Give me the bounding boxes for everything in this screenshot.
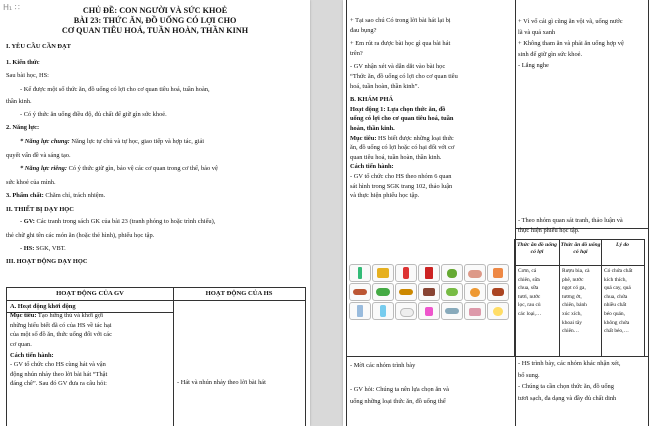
text-line: thẻ chữ ghi tên các món ăn (hoặc thẻ hình), phiếu học tập. [6, 232, 155, 239]
text-line: các loại,… [518, 310, 542, 317]
text-line: tương ớt, [562, 293, 582, 300]
gv-activity-cell [10, 302, 170, 389]
text-line: cơ quan. [10, 340, 32, 348]
text-line: + Vì vố cái gì cũng ăn vội vã, uống nước [518, 18, 623, 25]
fried-fish-icon [395, 283, 417, 301]
fish-icon [441, 302, 463, 320]
text-line: quyết vấn đề và sáng tạo. [6, 152, 71, 159]
grilled-food-icon [418, 283, 440, 301]
sausage-icon [349, 283, 371, 301]
text-line: không chứa [604, 319, 630, 326]
text-line: I. YÊU CẦU CẦN ĐẠT [6, 43, 71, 50]
text-line: uống những loại thức ăn, đồ uống thế [350, 398, 446, 405]
hs-activity-cell-continued [518, 16, 646, 71]
text-line: uống có lợi cho cơ quan tiêu hoá, tuần [350, 115, 454, 123]
text-line: béo quán, [604, 310, 625, 317]
text-line: lã và quả xanh [518, 29, 556, 36]
text-line: thần kinh. [6, 98, 32, 105]
text-line: Có chứa chất [604, 268, 633, 274]
meat-icon [487, 283, 509, 301]
worksheet-header-harmful: Thức ăn đồ uống có hại [560, 242, 601, 255]
text-line: III. HOẠT ĐỘNG DẠY HỌC [6, 258, 88, 265]
text-line: - GV nhận xét và dẫn dắt vào bài học [350, 63, 446, 71]
text-line: chiên, bánh [562, 302, 587, 309]
text-line: - GV hỏi: Chúng ta nên lựa chọn ăn và [350, 386, 450, 393]
text-line: lọc, rau củ [518, 302, 541, 309]
header-gv-activities: HOẠT ĐỘNG CỦA GV [56, 290, 124, 297]
text-line: * Năng lực riêng: Có ý thức giữ gìn, bảo vệ các cơ quan trong cơ thể, bảo vệ [20, 165, 218, 172]
text-line: - Kể được một số thức ăn, đồ uống có lợi cho cơ quan tiêu hoá, tuần hoàn, [20, 86, 210, 93]
chili-sauce-icon [395, 264, 417, 282]
worksheet-reasons [604, 267, 643, 336]
text-line [350, 372, 510, 384]
salad-icon [441, 283, 463, 301]
text-line: nhiều chất [604, 302, 627, 309]
text-line: những hiểu biết đã có của HS về tác hại [10, 321, 112, 329]
rice-icon [395, 302, 417, 320]
text-line: Sau bài học, HS: [6, 72, 49, 79]
text-line: Cách tiến hành: [350, 163, 394, 171]
text-line: 2. Năng lực: [6, 124, 40, 131]
worksheet-beneficial-foods [518, 267, 558, 319]
gv-presentation-cell [350, 360, 510, 408]
text-line: chiên… [562, 328, 580, 335]
text-line: - GV: Các tranh trong sách GK của bài 23 (tranh phóng to hoặc trình chiếu), [20, 218, 216, 225]
hs-group-task [518, 216, 646, 235]
document-page-left [0, 0, 310, 426]
text-line: 3. Phẩm chất: Chăm chỉ, trách nhiệm. [6, 192, 106, 199]
text-line: bổ sung. [518, 371, 540, 379]
activities-table [6, 287, 306, 426]
text-line: động nhún nhảy theo lời bài hát “Thật [10, 370, 108, 378]
noodles-icon [464, 264, 486, 282]
text-line: trên? [350, 49, 363, 57]
text-line: Hoạt động 1: Lựa chọn thức ăn, đồ [350, 105, 446, 113]
text-line: sát hình trong SGK trang 102, thảo luận [350, 182, 453, 190]
worksheet-header-reason: Lý do [616, 242, 629, 248]
text-line: - GV tổ chức cho HS cùng hát và vận [10, 361, 106, 369]
text-line: và thực hiện phiếu học tập. [350, 192, 420, 200]
text-line: - Chúng ta cần chọn thức ăn, đồ uống [518, 383, 614, 390]
text-line: phê, nước [562, 276, 584, 283]
egg-icon [487, 302, 509, 320]
fruit-icon [464, 283, 486, 301]
text-line: xúc xích, [562, 310, 582, 317]
text-line: - Theo nhóm quan sát tranh, thảo luận và [518, 217, 623, 224]
hs-presentation-cell [518, 358, 646, 404]
text-line: hoàn, thần kinh. [350, 124, 395, 132]
text-line: chua, sữa [518, 285, 539, 292]
text-line: - Có ý thức ăn uống điều độ, đủ chất để giữ gìn sức khoẻ. [20, 111, 167, 118]
text-line: - HS: SGK, VBT. [20, 245, 66, 252]
text-line: chiên, sữa [518, 276, 540, 283]
text-line: Cách tiến hành: [10, 352, 54, 360]
text-line: ngọt có ga, [562, 285, 586, 292]
worksheet-header-beneficial: Thức ăn đồ uống có lợi [517, 242, 557, 255]
text-line: sức khoẻ của mình. [6, 179, 56, 186]
drink-icon [441, 264, 463, 282]
header-hs-activities: HOẠT ĐỘNG CỦA HS [205, 290, 273, 297]
text-line: kích thích, [604, 276, 627, 283]
text-line: - HS trình bày, các nhóm khác nhận xét, [518, 360, 621, 367]
yogurt-icon [418, 302, 440, 320]
text-line: + Em rút ra được bài học gì qua bài hát [350, 40, 451, 48]
text-line: + Tại sao chú Có trong lời bài hát lại bị [350, 17, 451, 24]
text-line: của một số đồ ăn, thức uống đối với các [10, 331, 112, 339]
text-line: Mục tiêu: HS biết được những loại thức [350, 134, 454, 142]
text-line: quan tiêu hoá, tuần hoàn, thần kinh. [350, 153, 442, 161]
text-line: + Không tham ăn và phải ăn uống hợp vệ [518, 40, 624, 47]
text-line: - Mời các nhóm trình bày [350, 362, 416, 369]
text-line: * Năng lực chung: Năng lực tự chủ và tự học, giao tiếp và hợp tác, giải [20, 138, 205, 145]
chips-icon [372, 264, 394, 282]
lesson-title: BÀI 23: THỨC ĂN, ĐỒ UỐNG CÓ LỢI CHO [73, 16, 237, 25]
milk-icon [349, 302, 371, 320]
text-line: tươi, nước [518, 293, 541, 300]
text-line: hoá, tuần hoàn, thần kinh”. [350, 82, 420, 90]
lesson-title-line-2: CƠ QUAN TIÊU HOÁ, TUẦN HOÀN, THẦN KINH [61, 26, 249, 35]
text-line: sinh để giữ gìn sức khoẻ. [518, 51, 583, 58]
text-line: tươi sạch, đa dạng và đầy đủ chất dinh [518, 394, 617, 402]
text-line: chất béo,… [604, 328, 629, 335]
text-line: “Thức ăn, đồ uống có lợi cho cơ quan tiêu [350, 72, 458, 80]
text-line: 1. Kiến thức [6, 59, 40, 66]
text-line: Cơm, cá [518, 268, 537, 274]
text-line: - GV tổ chức cho HS theo nhóm 6 quan [350, 172, 452, 180]
bottle-icon [349, 264, 371, 282]
text-line: thực hiện phiếu học tập. [518, 226, 580, 234]
text-line: ăn, đồ uống có lợi hoặc có hại đối với cơ [350, 144, 455, 152]
food-pictures [349, 264, 508, 334]
vegetable-icon [372, 283, 394, 301]
text-line: khoai tây [562, 319, 582, 326]
fries-icon [487, 264, 509, 282]
worksheet-harmful-foods [562, 267, 601, 336]
soda-can-icon [418, 264, 440, 282]
text-line: đáng chê”. Sau đó GV đưa ra câu hỏi: [10, 380, 107, 388]
lesson-topic-title: CHỦ ĐỀ: CON NGƯỜI VÀ SỨC KHOẺ [82, 6, 228, 15]
worksheet-table [514, 239, 645, 357]
text-line: Rượu bia, cà [562, 268, 590, 274]
hs-activity-cell: - Hát và nhún nhảy theo lời bài hát [177, 379, 266, 386]
gv-activity-cell-continued [350, 16, 510, 201]
text-line: II. THIẾT BỊ DẠY HỌC [6, 206, 74, 213]
text-line: B. KHÁM PHÁ [350, 96, 394, 104]
text-line: A. Hoạt động khởi động [10, 303, 76, 310]
document-page-right [343, 0, 650, 426]
text-line: quá cay, quá [604, 285, 631, 292]
water-icon [372, 302, 394, 320]
text-line: đau bụng? [350, 26, 377, 34]
text-line: Mục tiêu: Tạo hứng thú và khơi gợi [10, 312, 104, 320]
paragraph-mark-icon: H₁ ∷ [3, 3, 20, 12]
text-line: - Lắng nghe [518, 62, 549, 69]
cake-icon [464, 302, 486, 320]
text-line: chua, chứa [604, 293, 628, 300]
